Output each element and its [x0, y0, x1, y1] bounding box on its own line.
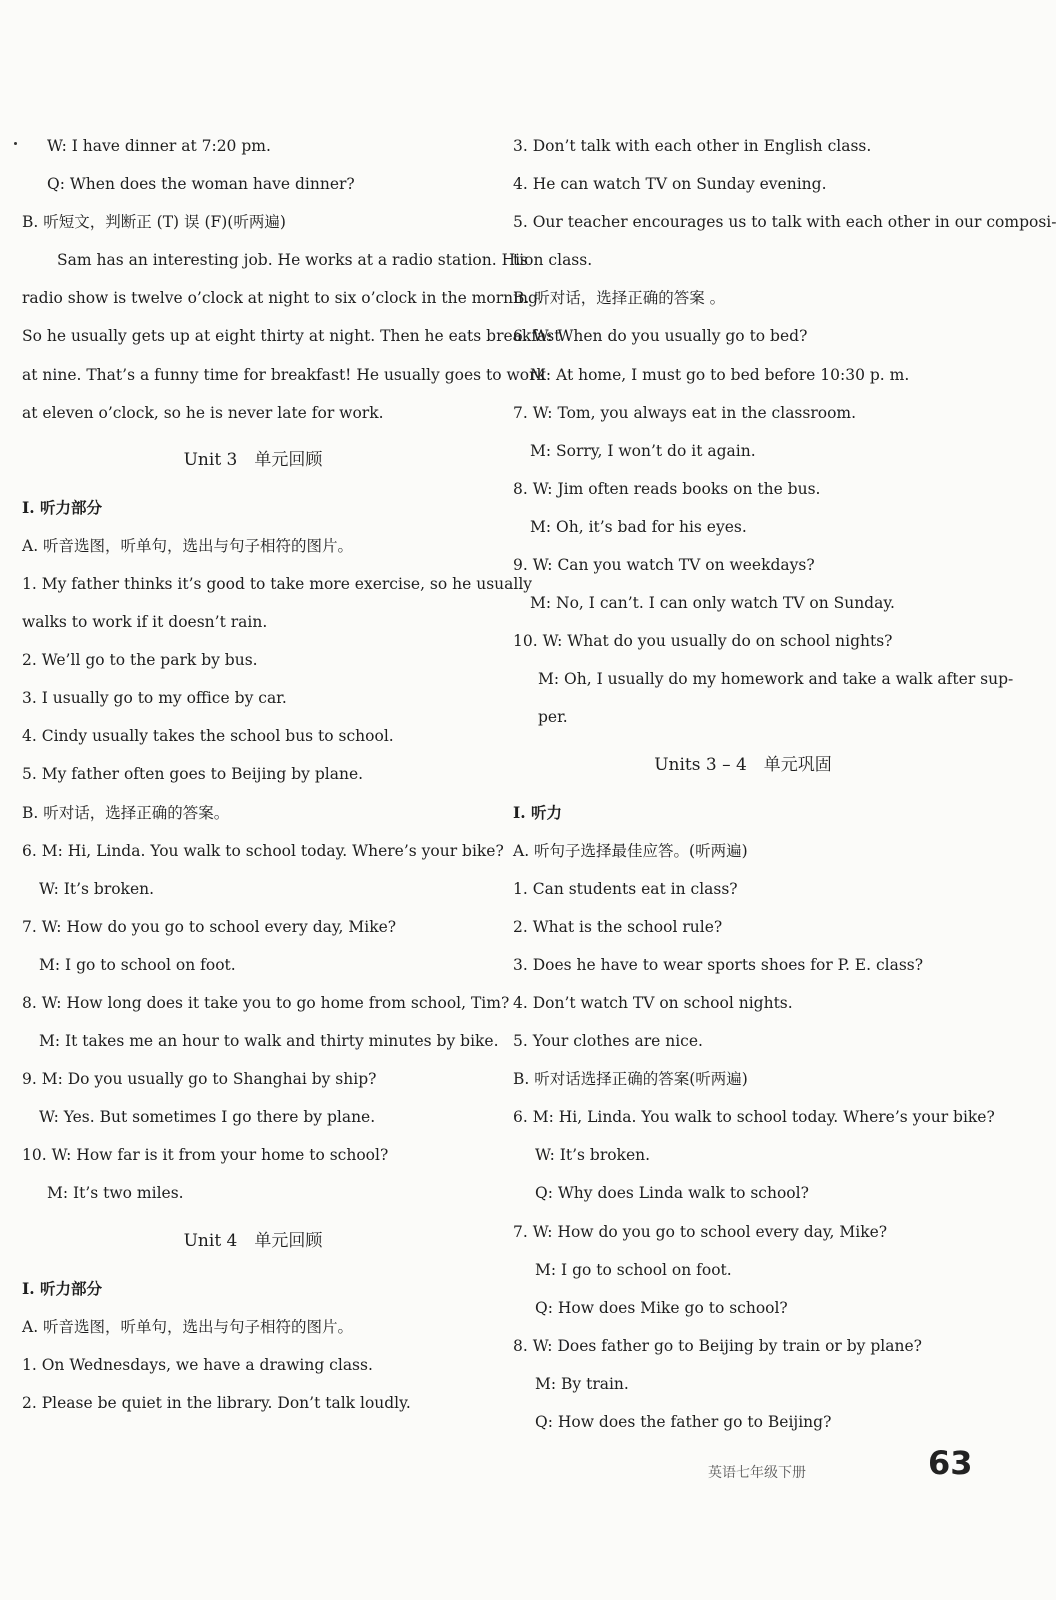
text-line: Q: How does the father go to Beijing? [535, 1413, 832, 1431]
text-line: 5. Your clothes are nice. [513, 1032, 703, 1051]
text-line: M: Oh, I usually do my homework and take a walk after sup- [538, 670, 1014, 689]
text-line: Sam has an interesting job. He works at a radio station. His [57, 251, 529, 270]
text-line: 10. W: How far is it from your home to school? [22, 1146, 389, 1165]
text-line: M: Sorry, I won’t do it again. [530, 441, 756, 460]
text-line: M: At home, I must go to bed before 10:30 p. m. [530, 365, 910, 384]
text-line: 1. My father thinks it’s good to take more exercise, so he usually [22, 574, 533, 593]
text-line: 9. M: Do you usually go to Shanghai by ship? [22, 1070, 377, 1089]
text-line: 6. M: Hi, Linda. You walk to school today. Where’s your bike? [22, 841, 504, 860]
text-line: W: Yes. But sometimes I go there by plane. [39, 1108, 376, 1127]
text-line: 3. I usually go to my office by car. [22, 689, 287, 708]
text-line: 6. W: When do you usually go to bed? [513, 327, 808, 346]
text-line: at eleven o’clock, so he is never late for work. [22, 403, 384, 422]
stray-dot [14, 142, 17, 145]
text-line: A. 听音选图，听单句，选出与句子相符的图片。 [22, 536, 354, 555]
section-heading: Unit 3 单元回顾 [183, 449, 323, 470]
text-line: radio show is twelve o’clock at night to six o’clock in the morning. [22, 289, 543, 308]
text-line: M: It takes me an hour to walk and thirty minutes by bike. [39, 1032, 499, 1051]
text-line: 2. What is the school rule? [513, 917, 723, 936]
text-line: 4. He can watch TV on Sunday evening. [513, 175, 827, 194]
text-line: 6. M: Hi, Linda. You walk to school today. Where’s your bike? [513, 1108, 995, 1127]
text-line: M: It’s two miles. [47, 1184, 184, 1203]
text-line: 7. W: How do you go to school every day, Mike? [513, 1222, 888, 1241]
text-line: B. 听对话，选择正确的答案。 [22, 803, 230, 822]
text-line: Q: How does Mike go to school? [535, 1298, 788, 1317]
text-line: Q: Why does Linda walk to school? [535, 1184, 809, 1203]
text-line: Ⅰ. 听力部分 [22, 497, 103, 517]
text-line: M: By train. [535, 1374, 629, 1393]
text-line: W: It’s broken. [535, 1146, 651, 1165]
text-line: M: No, I can’t. I can only watch TV on Sunday. [530, 594, 895, 613]
text-line: Q: When does the woman have dinner? [47, 175, 355, 194]
text-line: B. 听对话，选择正确的答案 。 [513, 289, 726, 308]
text-line: M: I go to school on foot. [39, 955, 236, 974]
text-line: 4. Don’t watch TV on school nights. [513, 993, 793, 1012]
book-title: 英语七年级下册 [708, 1465, 806, 1481]
text-line: B. 听短文，判断正 (T) 误 (F)(听两遍) [22, 213, 286, 232]
text-line: Ⅰ. 听力部分 [22, 1278, 103, 1298]
text-line: 2. We’ll go to the park by bus. [22, 651, 258, 670]
text-line: 2. Please be quiet in the library. Don’t talk loudly. [22, 1393, 411, 1412]
right-column [513, 127, 1056, 1441]
text-line: 5. My father often goes to Beijing by plane. [22, 765, 364, 784]
text-line: 10. W: What do you usually do on school nights? [513, 632, 893, 651]
text-line: 9. W: Can you watch TV on weekdays? [513, 556, 815, 575]
text-line: 8. W: How long does it take you to go home from school, Tim? [22, 993, 510, 1012]
text-line: tion class. [513, 251, 593, 270]
text-line: 3. Does he have to wear sports shoes for P. E. class? [513, 955, 924, 974]
text-line: M: I go to school on foot. [535, 1260, 732, 1279]
section-heading: Unit 4 单元回顾 [183, 1230, 323, 1251]
section-heading: Units 3 – 4 单元巩固 [654, 754, 832, 775]
text-line: 4. Cindy usually takes the school bus to school. [22, 727, 394, 746]
text-line: 7. W: How do you go to school every day, Mike? [22, 917, 397, 936]
text-line: 1. Can students eat in class? [513, 879, 738, 898]
text-line: A. 听音选图，听单句，选出与句子相符的图片。 [22, 1317, 354, 1336]
text-line: A. 听句子选择最佳应答。(听两遍) [513, 841, 748, 860]
text-line: per. [538, 708, 568, 727]
text-line: W: It’s broken. [39, 879, 155, 898]
page-number: 63 [928, 1444, 973, 1482]
text-line: at nine. That’s a funny time for breakfast! He usually goes to work [22, 365, 546, 384]
text-line: 8. W: Jim often reads books on the bus. [513, 479, 821, 498]
text-line: So he usually gets up at eight thirty at night. Then he eats breakfast [22, 327, 561, 346]
text-line: 3. Don’t talk with each other in English class. [513, 137, 872, 155]
text-line: 5. Our teacher encourages us to talk with each other in our composi- [513, 213, 1056, 232]
text-line: M: Oh, it’s bad for his eyes. [530, 517, 747, 536]
text-line: 1. On Wednesdays, we have a drawing class. [22, 1355, 373, 1374]
text-line: Ⅰ. 听力 [513, 802, 563, 822]
text-line: 7. W: Tom, you always eat in the classroom. [513, 403, 857, 422]
text-line: walks to work if it doesn’t rain. [22, 613, 268, 632]
text-line: B. 听对话选择正确的答案(听两遍) [513, 1070, 748, 1089]
text-line: W: I have dinner at 7:20 pm. [47, 137, 271, 155]
text-line: 8. W: Does father go to Beijing by train or by plane? [513, 1336, 922, 1355]
